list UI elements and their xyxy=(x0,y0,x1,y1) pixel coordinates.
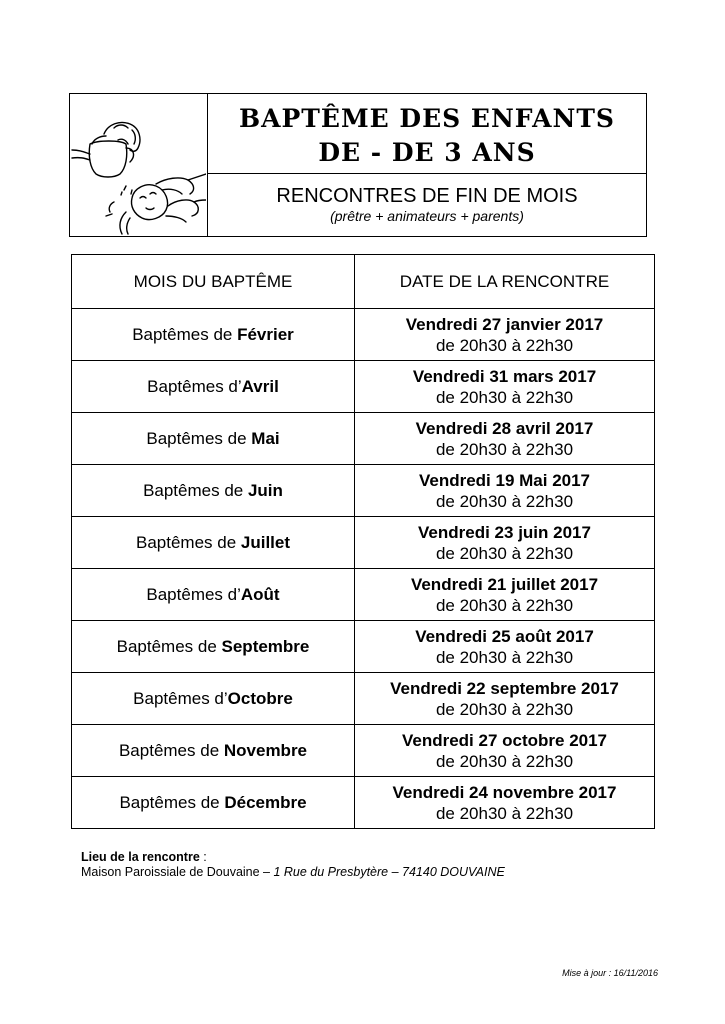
date-cell xyxy=(355,569,655,621)
month-name: Avril xyxy=(241,376,279,396)
meeting-time: de 20h30 à 22h30 xyxy=(435,335,574,355)
location-line xyxy=(81,865,505,880)
month-cell xyxy=(72,465,355,517)
meeting-date: Vendredi 19 Mai 2017 xyxy=(418,470,591,490)
meeting-date: Vendredi 28 avril 2017 xyxy=(415,418,594,438)
month-name: Juin xyxy=(247,480,283,500)
month-name: Mai xyxy=(251,428,280,448)
meeting-time: de 20h30 à 22h30 xyxy=(435,699,574,719)
header-box xyxy=(69,93,647,237)
month-cell xyxy=(72,309,355,361)
month-cell xyxy=(72,517,355,569)
meeting-date: Vendredi 22 septembre 2017 xyxy=(390,678,619,698)
col-header-date: DATE DE LA RENCONTRE xyxy=(355,255,655,309)
month-prefix: Baptêmes de xyxy=(119,792,225,812)
location-address: 1 Rue du Presbytère – 74140 DOUVAINE xyxy=(273,865,505,879)
subtitle-note: (prêtre + animateurs + parents) xyxy=(330,208,524,224)
location-block xyxy=(81,850,505,880)
meeting-time: de 20h30 à 22h30 xyxy=(435,803,574,823)
month-cell xyxy=(72,413,355,465)
table-row xyxy=(72,725,655,777)
date-cell xyxy=(355,517,655,569)
meeting-date: Vendredi 23 juin 2017 xyxy=(418,522,591,542)
title-cell xyxy=(208,94,646,174)
month-name: Juillet xyxy=(240,532,291,552)
table-row xyxy=(72,673,655,725)
month-name: Décembre xyxy=(224,792,307,812)
month-prefix: Baptêmes de xyxy=(135,532,241,552)
meeting-date: Vendredi 24 novembre 2017 xyxy=(392,782,617,802)
date-cell xyxy=(355,309,655,361)
date-cell xyxy=(355,361,655,413)
month-name: Août xyxy=(240,584,280,604)
table-row xyxy=(72,569,655,621)
meeting-time: de 20h30 à 22h30 xyxy=(435,647,574,667)
month-cell xyxy=(72,673,355,725)
month-cell xyxy=(72,569,355,621)
month-cell xyxy=(72,725,355,777)
month-prefix: Baptêmes d’ xyxy=(133,688,228,708)
month-prefix: Baptêmes de xyxy=(118,740,224,760)
meeting-date: Vendredi 27 janvier 2017 xyxy=(405,314,604,334)
meeting-date: Vendredi 31 mars 2017 xyxy=(412,366,597,386)
month-prefix: Baptêmes d’ xyxy=(147,376,242,396)
schedule-table xyxy=(71,254,655,829)
table-row xyxy=(72,465,655,517)
month-name: Octobre xyxy=(227,688,293,708)
table-row xyxy=(72,517,655,569)
month-prefix: Baptêmes de xyxy=(146,428,252,448)
subtitle: RENCONTRES DE FIN DE MOIS xyxy=(276,185,578,207)
date-cell xyxy=(355,413,655,465)
baptism-illustration xyxy=(70,94,208,236)
month-name: Septembre xyxy=(221,636,310,656)
meeting-time: de 20h30 à 22h30 xyxy=(435,439,574,459)
meeting-time: de 20h30 à 22h30 xyxy=(435,595,574,615)
location-colon: : xyxy=(199,850,207,864)
location-label-line xyxy=(81,850,505,865)
meeting-time: de 20h30 à 22h30 xyxy=(435,491,574,511)
subtitle-cell xyxy=(208,174,646,236)
title-line-1: BAPTÊME DES ENFANTS xyxy=(238,104,615,133)
date-cell xyxy=(355,725,655,777)
date-cell xyxy=(355,777,655,829)
month-prefix: Baptêmes de xyxy=(143,480,248,500)
meeting-date: Vendredi 27 octobre 2017 xyxy=(401,730,608,750)
month-name: Novembre xyxy=(223,740,308,760)
table-row xyxy=(72,361,655,413)
date-cell xyxy=(355,673,655,725)
meeting-time: de 20h30 à 22h30 xyxy=(435,751,574,771)
meeting-time: de 20h30 à 22h30 xyxy=(435,543,574,563)
location-label: Lieu de la rencontre xyxy=(81,850,200,864)
table-header-row xyxy=(72,255,655,309)
month-prefix: Baptêmes de xyxy=(132,324,238,344)
table-row xyxy=(72,309,655,361)
location-place: Maison Paroissiale de Douvaine – xyxy=(81,865,274,879)
date-cell xyxy=(355,465,655,517)
month-cell xyxy=(72,361,355,413)
col-header-month: MOIS DU BAPTÊME xyxy=(72,255,355,309)
month-name: Février xyxy=(237,324,294,344)
meeting-date: Vendredi 25 août 2017 xyxy=(415,626,594,646)
month-cell xyxy=(72,777,355,829)
baptism-drawing-icon xyxy=(70,94,206,236)
update-date: Mise à jour : 16/11/2016 xyxy=(562,968,658,978)
table-row xyxy=(72,413,655,465)
meeting-time: de 20h30 à 22h30 xyxy=(435,387,574,407)
month-cell xyxy=(72,621,355,673)
table-row xyxy=(72,777,655,829)
title-line-2: DE - DE 3 ANS xyxy=(318,138,536,167)
date-cell xyxy=(355,621,655,673)
table-row xyxy=(72,621,655,673)
month-prefix: Baptêmes d’ xyxy=(146,584,241,604)
month-prefix: Baptêmes de xyxy=(116,636,222,656)
meeting-date: Vendredi 21 juillet 2017 xyxy=(410,574,599,594)
